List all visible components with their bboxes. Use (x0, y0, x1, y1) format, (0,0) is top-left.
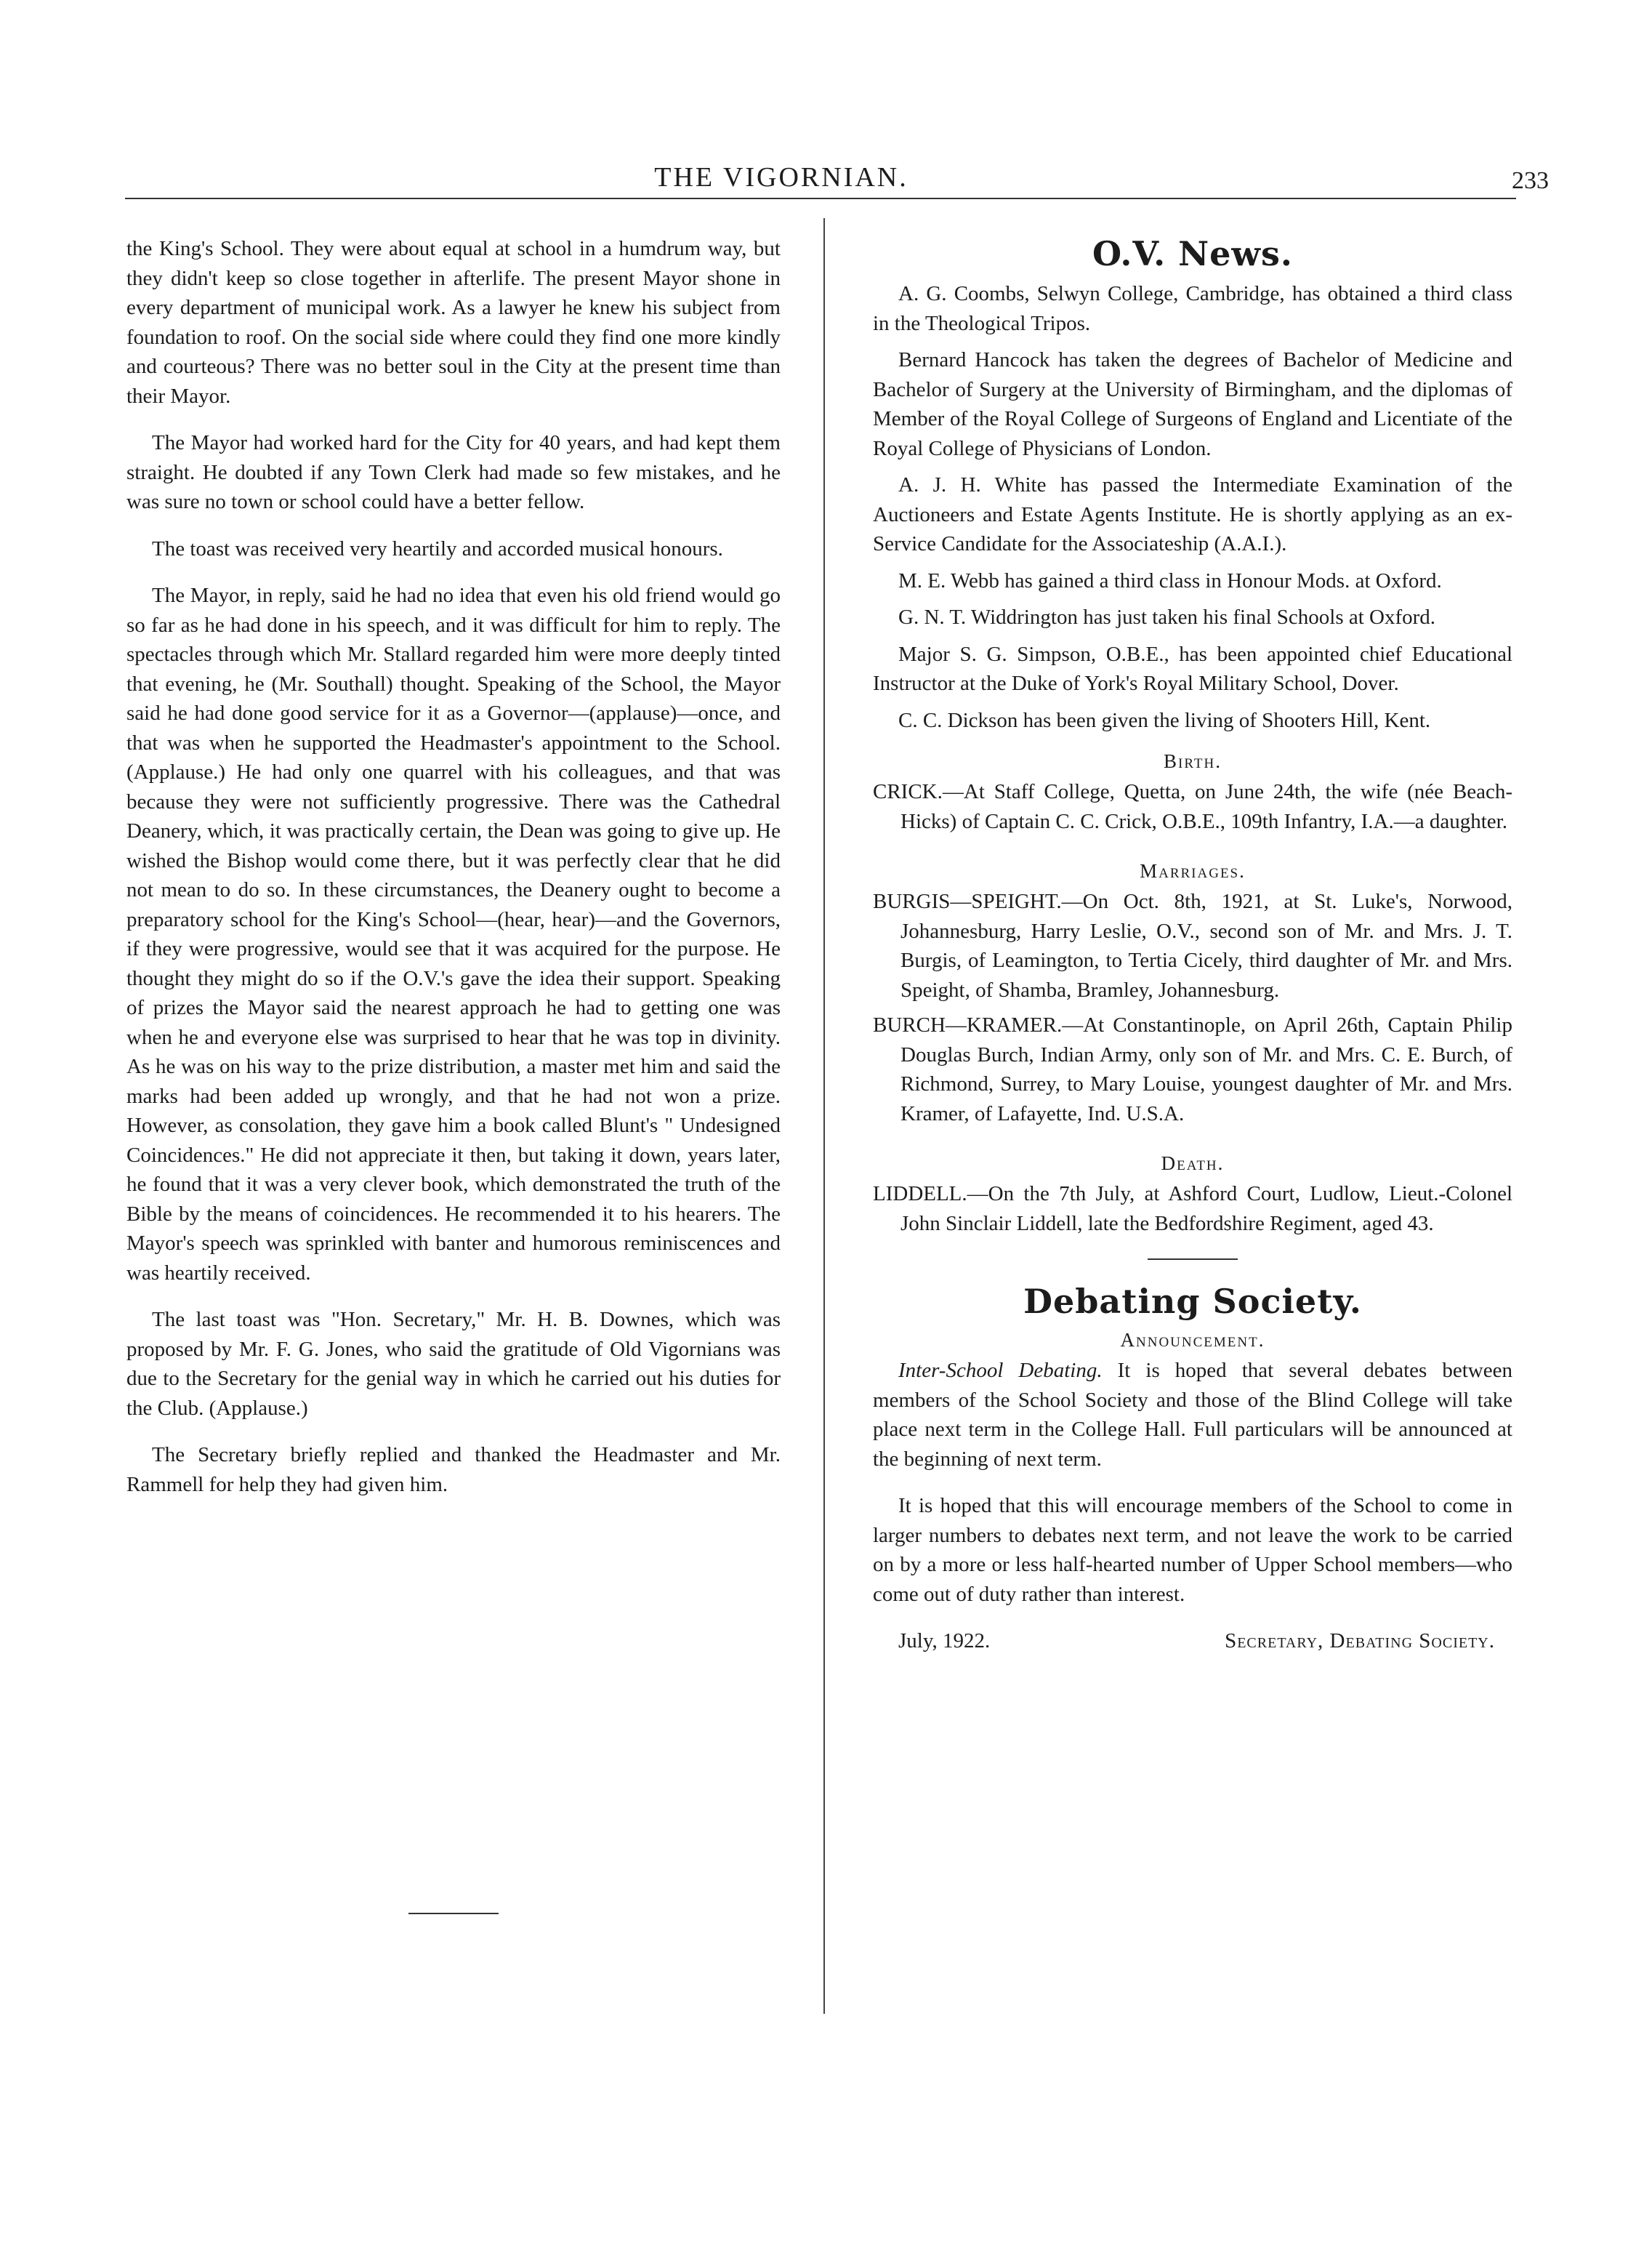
announcement-text: It is hoped that several debates between members of the School Society and those of the Blind College will take place next term in the College Hall. Full particulars will be announced at the beginning of next term. (873, 1359, 1512, 1471)
left-paragraph: The Mayor, in reply, said he had no idea that even his old friend would go so far as he had done in his speech, and it was difficult for him to reply. The spectacles through which Mr. Stallard regarded him were more deeply tinted that evening, he (Mr. Southall) thought. Speaking of the School, the Mayor said he had done good service for it as a Governor—(applause)—once, and that was when he supported the Headmaster's appointment to the School. (Applause.) He had only one quarrel with his colleagues, and that was because they were not sufficiently progressive. There was the Cathedral Deanery, which, it was practically certain, the Dean was going to give up. He wished the Bishop would come there, but it was perfectly clear that he did not mean to do so. In these circumstances, the Deanery ought to become a preparatory school for the King's School—(hear, hear)—and the Governors, if they were progressive, would see that it was acquired for the purpose. He thought they might do so if the O.V.'s gave the idea their support. Speaking of prizes the Mayor said the nearest approach he had to getting one was when he and everyone else was surprised to hear that he was top in divinity. As he was on his way to the prize distribution, a master met him and said the marks had been added up wrongly, and that he had not won a prize. However, as consolation, they gave him a book called Blunt's " Undesigned Coincidences." He did not appreciate it then, but taking it down, years later, he found that it was a very clever book, which demonstrated the truth of the Bible by the means of coincidences. He recommended it to his hearers. The Mayor's speech was sprinkled with banter and humorous reminiscences and was heartily received. (126, 584, 781, 1285)
news-item: Bernard Hancock has taken the degrees of Bachelor of Medicine and Bachelor of Surgery at the University of Birmingham, and the diplomas of Member of the Royal College of Surgeons of England and Licentiate of the Royal College of Physicians of London. (873, 348, 1512, 460)
marriages-heading: Marriages. (1140, 860, 1246, 882)
announcement-heading: Announcement. (1120, 1329, 1265, 1351)
debating-society-heading: Debating Society. (1023, 1282, 1362, 1321)
announcement-paragraph: It is hoped that this will encourage members of the School to come in larger numbers to debates next term, and not leave the work to be carried on by a more or less half-hearted number of Upper School members—who come out of duty rather than interest. (873, 1494, 1512, 1606)
announcement-lead: Inter-School Debating. (898, 1359, 1103, 1382)
news-item: Major S. G. Simpson, O.B.E., has been appointed chief Educational Instructor at the Duke of York's Royal Military School, Dover. (873, 642, 1512, 695)
announcement-paragraph (873, 1356, 1512, 1474)
news-item: A. G. Coombs, Selwyn College, Cambridge, has obtained a third class in the Theological Tripos. (873, 282, 1512, 335)
section-rule (1148, 1258, 1238, 1260)
news-item: A. J. H. White has passed the Intermediate Examination of the Auctioneers and Estate Agents Institute. He is shortly applying as an ex-Service Candidate for the Associateship (A.A.I.). (873, 473, 1512, 555)
news-item: M. E. Webb has gained a third class in Honour Mods. at Oxford. (898, 569, 1442, 593)
running-header-title: THE VIGORNIAN. (654, 162, 908, 193)
news-item: G. N. T. Widdrington has just taken his final Schools at Oxford. (898, 606, 1436, 629)
signoff (873, 1626, 1512, 1656)
page-number: 233 (1512, 167, 1549, 194)
birth-notice: CRICK.—At Staff College, Quetta, on June 24th, the wife (née Beach-Hicks) of Captain C. C. Crick, O.B.E., 109th Infantry, I.A.—a daughter. (873, 780, 1512, 833)
left-paragraph: The toast was received very heartily and accorded musical honours. (152, 537, 723, 561)
marriage-notice: BURGIS—SPEIGHT.—On Oct. 8th, 1921, at St. Luke's, Norwood, Johannesburg, Harry Leslie, O.V., second son of Mr. and Mrs. J. T. Burgis, of Leamington, to Tertia Cicely, third daughter of Mr. and Mrs. Speight, of Shamba, Bramley, Johannesburg. (873, 890, 1512, 1002)
right-column (873, 234, 1512, 1656)
marriage-notice: BURCH—KRAMER.—At Constantinople, on April 26th, Captain Philip Douglas Burch, Indian Army, only son of Mr. and Mrs. C. E. Burch, of Richmond, Surrey, to Mary Louise, youngest daughter of Mr. and Mrs. Kramer, of Lafayette, Ind. U.S.A. (873, 1013, 1512, 1125)
ov-news-heading: O.V. News. (1092, 234, 1293, 273)
left-paragraph: The Secretary briefly replied and thanked the Headmaster and Mr. Rammell for help they had given him. (126, 1443, 781, 1496)
column-divider (823, 218, 825, 2014)
left-paragraph: the King's School. They were about equal at school in a humdrum way, but they didn't keep so close together in afterlife. The present Mayor shone in every department of municipal work. As a lawyer he knew his subject from foundation to roof. On the social side where could they find one more kindly and courteous? There was no better soul in the City at the present time than their Mayor. (126, 237, 781, 408)
left-paragraph: The Mayor had worked hard for the City for 40 years, and had kept them straight. He doubted if any Town Clerk had made so few mistakes, and he was sure no town or school could have a better fellow. (126, 431, 781, 513)
left-paragraph: The last toast was "Hon. Secretary," Mr. H. B. Downes, which was proposed by Mr. F. G. Jones, who said the gratitude of Old Vigornians was due to the Secretary for the genial way in which he carried out his duties for the Club. (Applause.) (126, 1308, 781, 1420)
death-notice: LIDDELL.—On the 7th July, at Ashford Court, Ludlow, Lieut.-Colonel John Sinclair Liddell, late the Bedfordshire Regiment, aged 43. (873, 1182, 1512, 1235)
signoff-signature: Secretary, Debating Society. (1225, 1629, 1495, 1652)
birth-heading: Birth. (1164, 750, 1222, 772)
signoff-date: July, 1922. (898, 1629, 991, 1652)
left-column (126, 234, 781, 1517)
news-item: C. C. Dickson has been given the living of Shooters Hill, Kent. (898, 708, 1431, 732)
header-rule (125, 198, 1516, 199)
left-column-end-rule (408, 1913, 499, 1914)
death-heading: Death. (1161, 1152, 1225, 1174)
